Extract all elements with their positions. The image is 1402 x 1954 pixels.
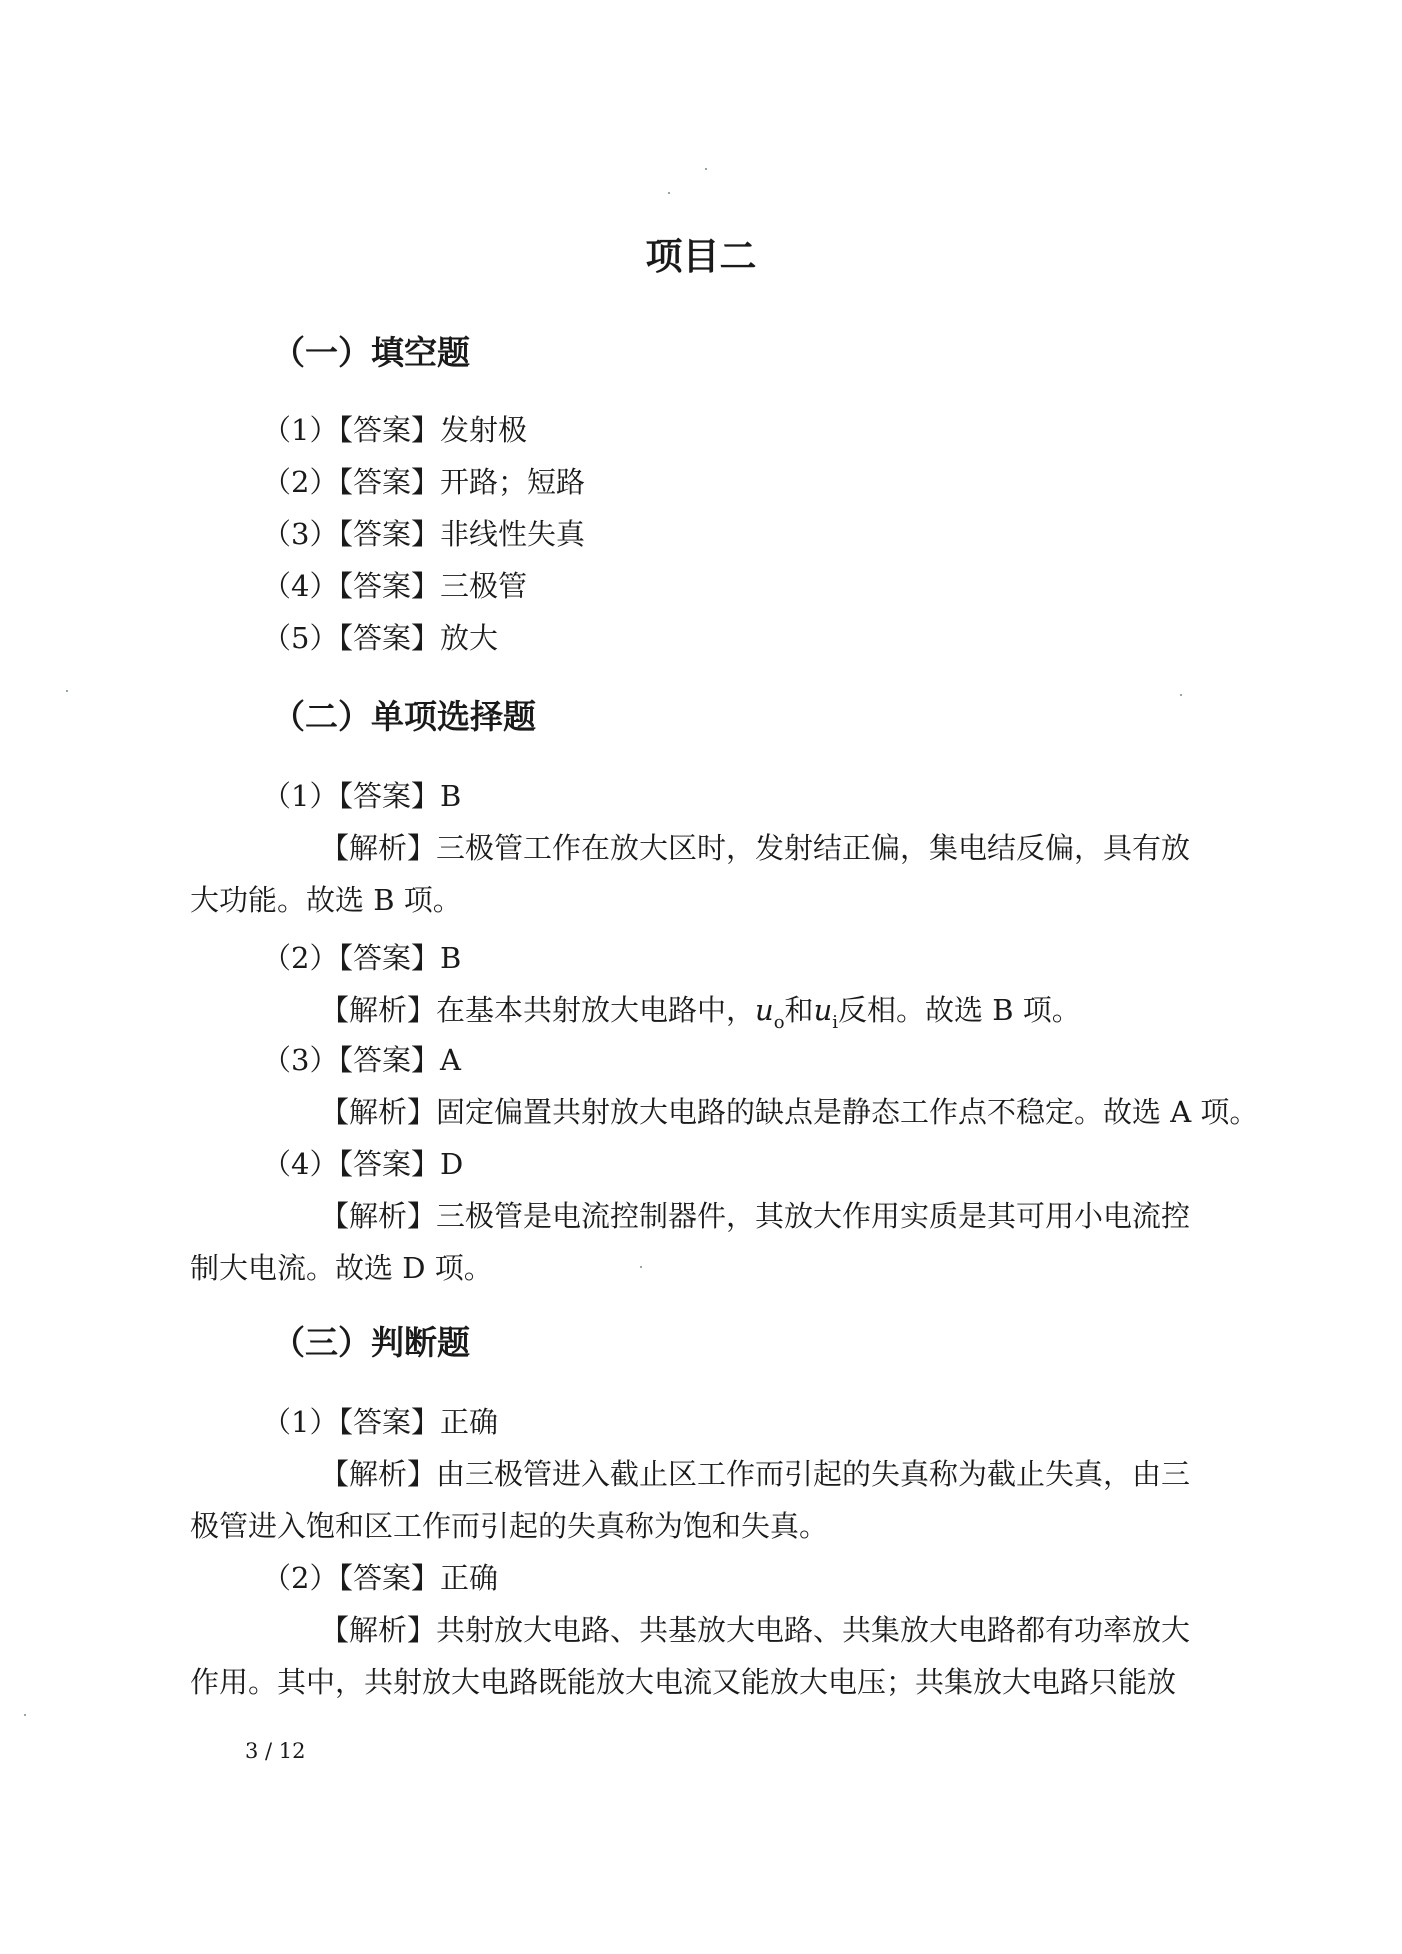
fill-answer-2: （2）【答案】开路；短路 <box>262 465 585 499</box>
output-voltage-subscript: o <box>773 1012 785 1033</box>
scan-speck <box>705 168 707 170</box>
section-heading-single-choice: （二）单项选择题 <box>272 697 536 736</box>
input-voltage-subscript: i <box>832 1012 839 1033</box>
choice-explanation-2 <box>320 990 1081 1035</box>
scan-speck <box>1180 694 1182 696</box>
choice-explanation-4-line-2: 制大电流。故选 D 项。 <box>190 1251 493 1285</box>
section-heading-true-false: （三）判断题 <box>272 1323 470 1362</box>
judge-explanation-1-line-2: 极管进入饱和区工作而引起的失真称为饱和失真。 <box>190 1509 829 1543</box>
choice-answer-4: （4）【答案】D <box>262 1147 464 1181</box>
judge-explanation-2-line-1: 【解析】共射放大电路、共基放大电路、共集放大电路都有功率放大 <box>320 1613 1191 1647</box>
scan-speck <box>668 192 670 194</box>
scan-speck <box>24 1714 26 1716</box>
choice-answer-1: （1）【答案】B <box>262 779 462 813</box>
input-voltage-symbol: u <box>813 993 833 1027</box>
judge-explanation-1-line-1: 【解析】由三极管进入截止区工作而引起的失真称为截止失真，由三 <box>320 1457 1191 1491</box>
choice-answer-2: （2）【答案】B <box>262 941 462 975</box>
scan-speck <box>66 690 68 692</box>
output-voltage-symbol: u <box>755 993 774 1027</box>
page-number: 3 / 12 <box>245 1739 306 1763</box>
choice-answer-3: （3）【答案】A <box>262 1043 461 1077</box>
choice-explanation-2-and: 和 <box>784 993 814 1027</box>
choice-explanation-3: 【解析】固定偏置共射放大电路的缺点是静态工作点不稳定。故选 A 项。 <box>320 1095 1259 1129</box>
page-title: 项目二 <box>645 235 757 278</box>
scan-speck <box>640 1266 642 1268</box>
judge-answer-2: （2）【答案】正确 <box>262 1561 498 1595</box>
fill-answer-4: （4）【答案】三极管 <box>262 569 527 603</box>
section-heading-fill-blank: （一）填空题 <box>272 333 470 372</box>
fill-answer-3: （3）【答案】非线性失真 <box>262 517 585 551</box>
choice-explanation-2-post: 反相。故选 B 项。 <box>838 993 1081 1027</box>
fill-answer-1: （1）【答案】发射极 <box>262 413 527 447</box>
choice-explanation-2-pre: 【解析】在基本共射放大电路中， <box>320 993 756 1027</box>
choice-explanation-4-line-1: 【解析】三极管是电流控制器件，其放大作用实质是其可用小电流控 <box>320 1199 1191 1233</box>
fill-answer-5: （5）【答案】放大 <box>262 621 498 655</box>
judge-answer-1: （1）【答案】正确 <box>262 1405 498 1439</box>
judge-explanation-2-line-2: 作用。其中，共射放大电路既能放大电流又能放大电压；共集放大电路只能放 <box>190 1665 1177 1699</box>
choice-explanation-1-line-2: 大功能。故选 B 项。 <box>190 883 462 917</box>
choice-explanation-1-line-1: 【解析】三极管工作在放大区时，发射结正偏，集电结反偏，具有放 <box>320 831 1191 865</box>
